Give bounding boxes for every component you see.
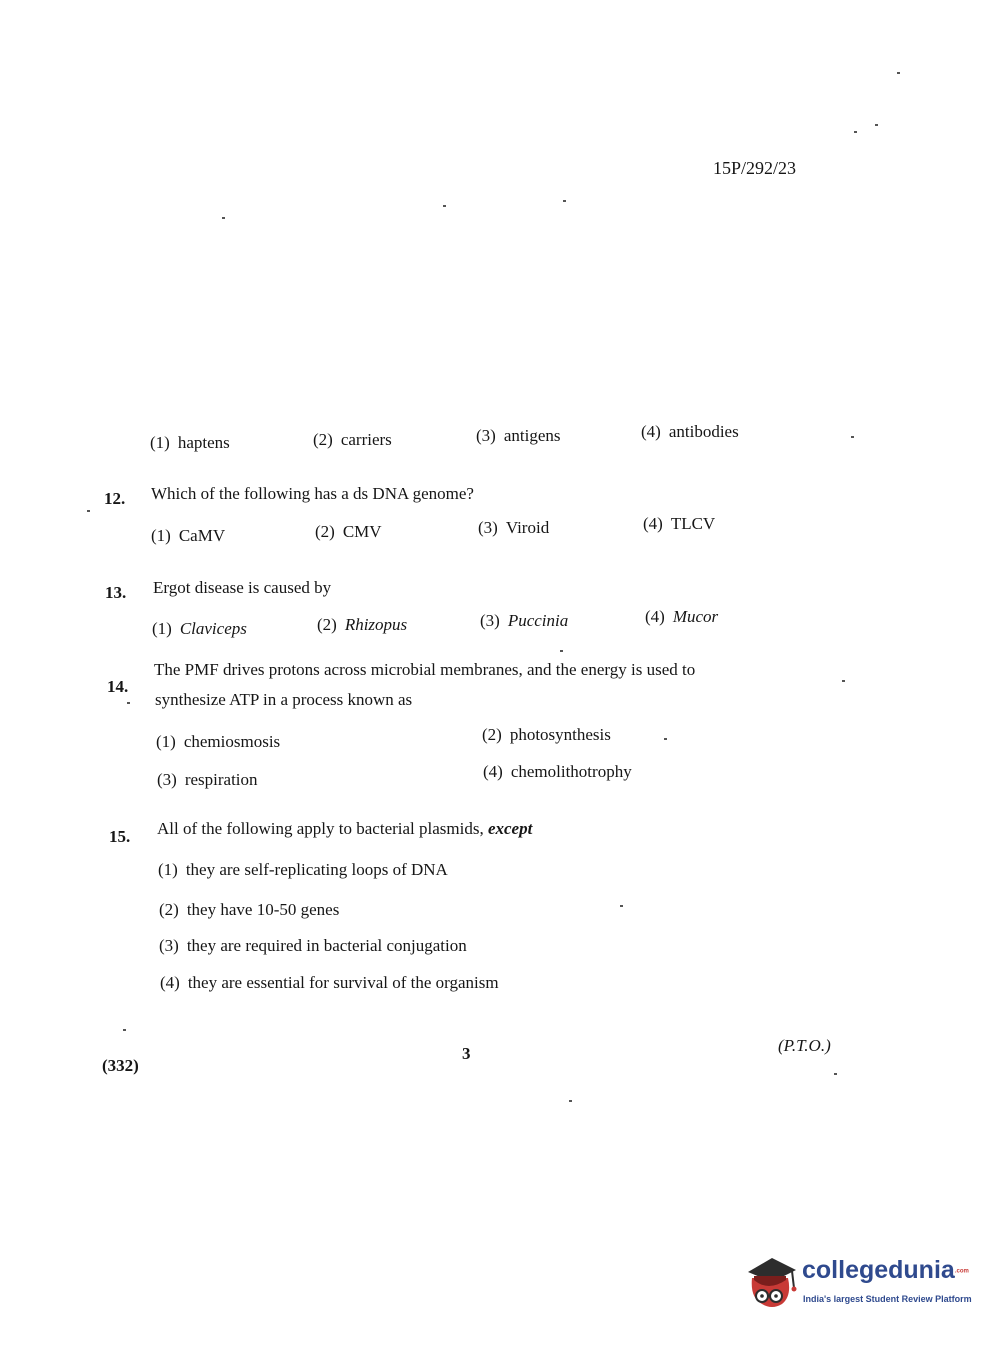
q14-option-1: (1) chemiosmosis: [156, 732, 281, 751]
q13-option-1: (1) Claviceps: [152, 619, 247, 638]
q15-option-1: (1) they are self-replicating loops of DNA: [158, 860, 448, 879]
q12-option-2: (2) CMV: [315, 522, 382, 541]
q12-option-3: (3) Viroid: [478, 518, 550, 537]
q11-option-2: (2) carriers: [313, 430, 392, 449]
question-number: 13.: [105, 583, 127, 602]
q15-option-4: (4) they are essential for survival of the organism: [160, 973, 499, 992]
question-number: 15.: [109, 827, 131, 846]
q11-option-3: (3) antigens: [476, 426, 561, 445]
logo-wordmark: collegedunia.com: [802, 1256, 969, 1284]
emphasis-except: except: [487, 819, 533, 838]
q13-option-3: (3) Puccinia: [480, 611, 569, 630]
logo-tagline: India's largest Student Review Platform: [803, 1294, 972, 1304]
paper-code: 15P/292/23: [713, 158, 797, 178]
q11-option-1: (1) haptens: [150, 433, 230, 452]
footer-code: (332): [102, 1056, 139, 1075]
question-number: 14.: [107, 677, 129, 696]
pto-note: (P.T.O.): [778, 1036, 831, 1055]
q11-option-4: (4) antibodies: [641, 422, 739, 441]
question-text: Ergot disease is caused by: [153, 578, 332, 597]
q12-option-1: (1) CaMV: [151, 526, 226, 545]
q13-option-4: (4) Mucor: [645, 607, 719, 626]
q15-option-3: (3) they are required in bacterial conjugation: [159, 936, 467, 955]
collegedunia-logo: [742, 1252, 972, 1316]
q12-option-4: (4) TLCV: [643, 514, 716, 533]
question-text-line-1: The PMF drives protons across microbial membranes, and the energy is used to: [154, 660, 696, 679]
question-text: Which of the following has a ds DNA genome?: [151, 484, 474, 503]
q15-option-2: (2) they have 10-50 genes: [159, 900, 340, 919]
q14-option-2: (2) photosynthesis: [482, 725, 611, 744]
mascot-icon: [742, 1252, 800, 1314]
q14-option-3: (3) respiration: [157, 770, 258, 789]
q14-option-4: (4) chemolithotrophy: [483, 762, 632, 781]
q13-option-2: (2) Rhizopus: [317, 615, 408, 634]
question-number: 12.: [104, 489, 126, 508]
question-text: All of the following apply to bacterial plasmids, except: [157, 819, 533, 838]
page-number: 3: [462, 1044, 471, 1063]
question-text-line-2: synthesize ATP in a process known as: [155, 690, 413, 709]
